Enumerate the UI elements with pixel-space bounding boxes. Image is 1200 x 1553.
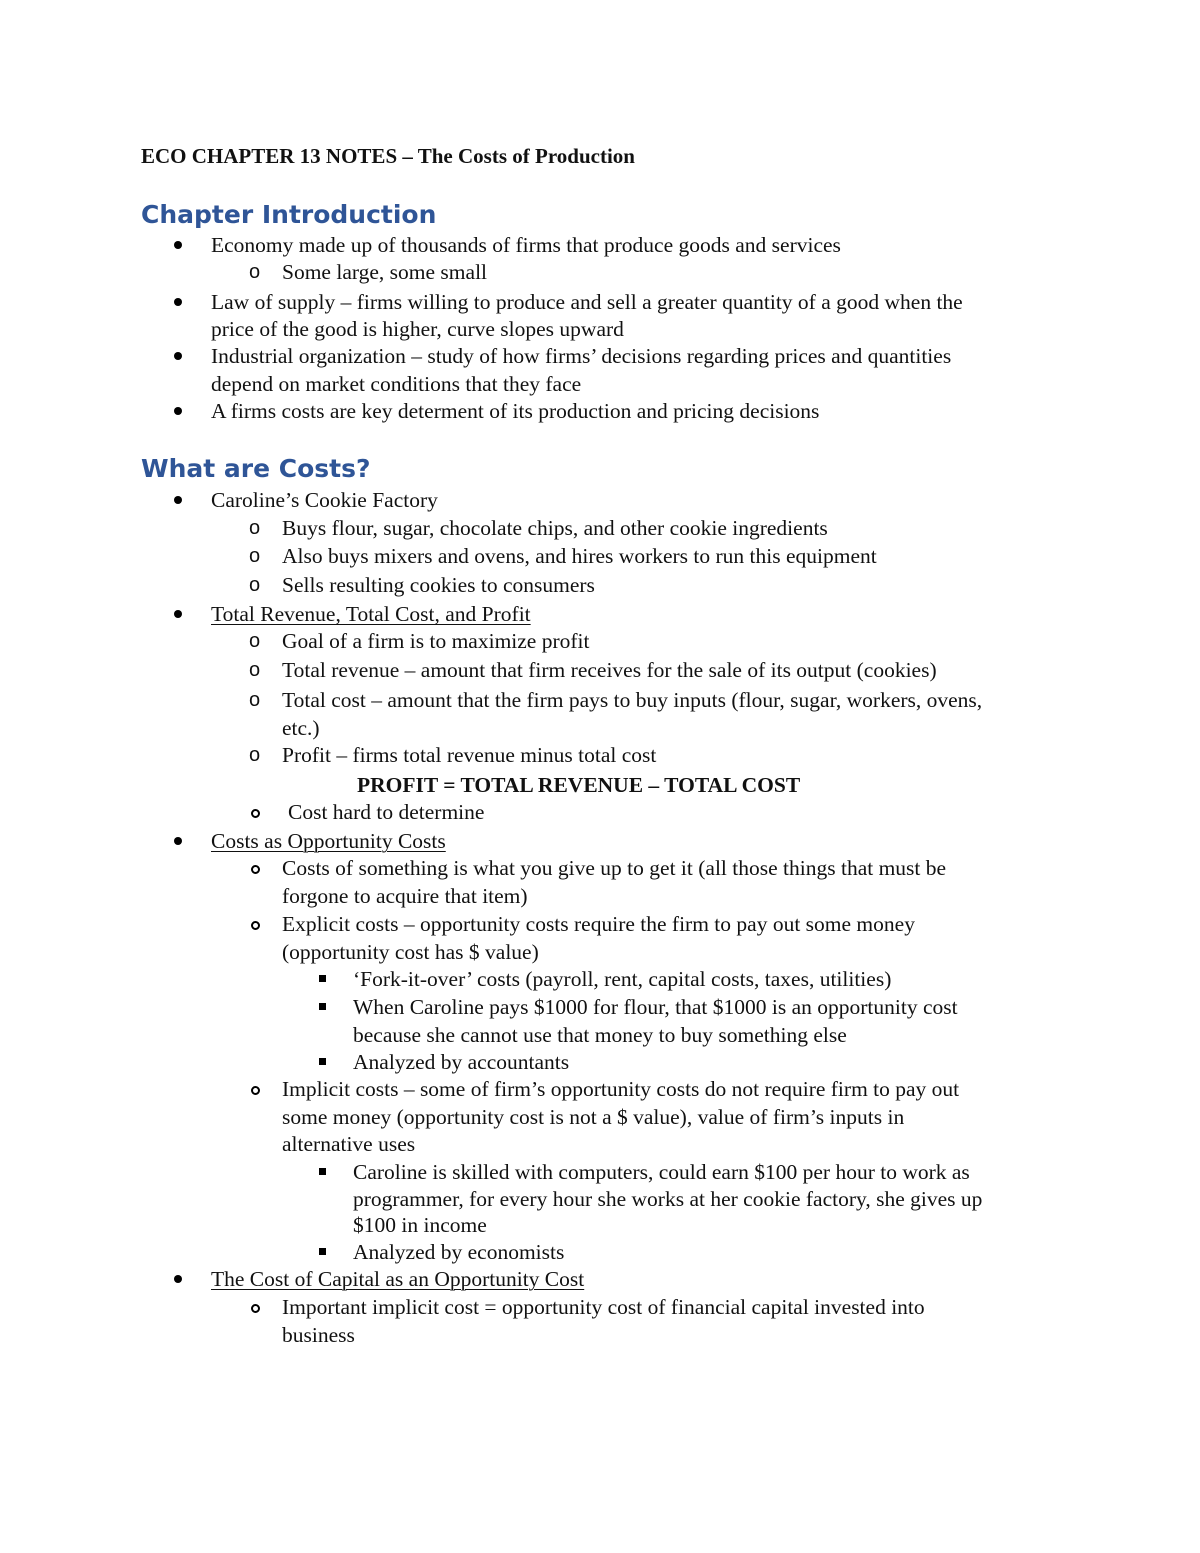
bullet-circle-icon: o — [249, 545, 261, 567]
bullet-ring-icon — [251, 1304, 260, 1313]
list-item: Costs of something is what you give up to get it (all those things that must be — [282, 854, 946, 882]
list-item: Law of supply – firms willing to produce and sell a greater quantity of a good when the — [211, 288, 963, 316]
heading-what-are-costs: What are Costs? — [141, 454, 371, 483]
list-item-continuation: business — [282, 1323, 355, 1347]
list-item: Caroline is skilled with computers, could earn $100 per hour to work as — [353, 1158, 970, 1186]
bullet-circle-icon: o — [249, 744, 261, 766]
list-item: Implicit costs – some of firm’s opportunity costs do not require firm to pay out — [282, 1075, 959, 1103]
list-item: Important implicit cost = opportunity cost of financial capital invested into — [282, 1293, 925, 1321]
bullet-square-icon — [319, 1248, 326, 1255]
list-item: The Cost of Capital as an Opportunity Cost — [211, 1265, 584, 1293]
list-item: o Total cost – amount that the firm pays to buy inputs (flour, sugar, workers, ovens, — [249, 688, 983, 712]
list-item: Analyzed by economists — [353, 1238, 564, 1266]
bullet-dot-icon — [174, 298, 182, 306]
bullet-ring-icon — [251, 865, 260, 874]
list-item: o Goal of a firm is to maximize profit — [249, 629, 590, 653]
bullet-dot-icon — [174, 352, 182, 360]
bullet-square-icon — [319, 975, 326, 982]
bullet-ring-icon — [251, 1086, 260, 1095]
heading-chapter-introduction: Chapter Introduction — [141, 200, 437, 229]
bullet-ring-icon — [251, 809, 260, 818]
list-item: o Buys flour, sugar, chocolate chips, and other cookie ingredients — [249, 516, 828, 540]
bullet-dot-icon — [174, 241, 182, 249]
bullet-square-icon — [319, 1058, 326, 1065]
list-item-continuation: forgone to acquire that item) — [282, 884, 528, 908]
list-item-continuation: price of the good is higher, curve slopes upward — [211, 317, 624, 341]
bullet-circle-icon: o — [249, 517, 261, 539]
bullet-dot-icon — [174, 496, 182, 504]
list-item-continuation: $100 in income — [353, 1213, 487, 1237]
list-item-continuation: programmer, for every hour she works at her cookie factory, she gives up — [353, 1187, 983, 1211]
list-item: Costs as Opportunity Costs — [211, 827, 446, 855]
bullet-circle-icon: o — [249, 689, 261, 711]
list-item: ‘Fork-it-over’ costs (payroll, rent, capital costs, taxes, utilities) — [353, 965, 891, 993]
list-item: o Sells resulting cookies to consumers — [249, 573, 595, 597]
list-item-continuation: alternative uses — [282, 1132, 416, 1156]
list-item-continuation: because she cannot use that money to buy something else — [353, 1023, 847, 1047]
bullet-square-icon — [319, 1168, 326, 1175]
bullet-ring-icon — [251, 921, 260, 930]
list-item: Cost hard to determine — [282, 798, 484, 826]
list-item: o Also buys mixers and ovens, and hires workers to run this equipment — [249, 544, 877, 568]
list-item: o Some large, some small — [249, 260, 488, 284]
bullet-circle-icon: o — [249, 574, 261, 596]
bullet-dot-icon — [174, 610, 182, 618]
bullet-dot-icon — [174, 407, 182, 415]
list-item-continuation: some money (opportunity cost is not a $ value), value of firm’s inputs in — [282, 1105, 905, 1129]
bullet-circle-icon: o — [249, 659, 261, 681]
list-item: Economy made up of thousands of firms that produce goods and services — [211, 231, 841, 259]
list-item-continuation: etc.) — [282, 716, 320, 740]
bullet-circle-icon: o — [249, 630, 261, 652]
document-title: ECO CHAPTER 13 NOTES – The Costs of Production — [141, 144, 635, 168]
list-item: When Caroline pays $1000 for flour, that $1000 is an opportunity cost — [353, 993, 958, 1021]
list-item: Industrial organization – study of how firms’ decisions regarding prices and quantities — [211, 342, 951, 370]
list-item: A firms costs are key determent of its production and pricing decisions — [211, 397, 819, 425]
list-item: Analyzed by accountants — [353, 1048, 569, 1076]
list-item-continuation: (opportunity cost has $ value) — [282, 940, 539, 964]
list-item: Caroline’s Cookie Factory — [211, 486, 438, 514]
bullet-circle-icon: o — [249, 261, 261, 283]
profit-formula: PROFIT = TOTAL REVENUE – TOTAL COST — [357, 773, 801, 797]
list-item-continuation: depend on market conditions that they face — [211, 372, 582, 396]
list-item: Total Revenue, Total Cost, and Profit — [211, 600, 531, 628]
list-item: o Profit – firms total revenue minus total cost — [249, 743, 657, 767]
bullet-dot-icon — [174, 1275, 182, 1283]
list-item: o Total revenue – amount that firm receives for the sale of its output (cookies) — [249, 658, 937, 682]
bullet-dot-icon — [174, 837, 182, 845]
bullet-square-icon — [319, 1003, 326, 1010]
list-item: Explicit costs – opportunity costs require the firm to pay out some money — [282, 910, 915, 938]
